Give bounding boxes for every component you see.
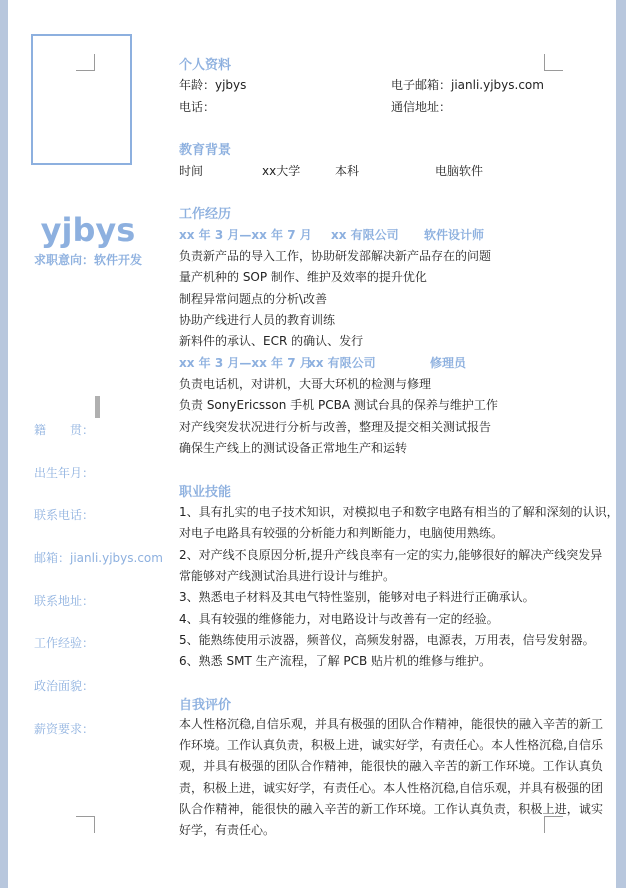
job-1-duty: 负责新产品的导入工作，协助研发部解决新产品存在的问题 [179, 249, 492, 263]
crop-mark-top-right [544, 54, 563, 71]
skill-line: 3、熟悉电子材料及其电气特性鉴别，能够对电子料进行正确承认。 [179, 590, 535, 604]
skill-line: 5、能熟练使用示波器，频普仪，高频发射器，电源表，万用表，信号发射器。 [179, 633, 595, 647]
photo-placeholder[interactable] [31, 34, 132, 165]
personal-email: 电子邮箱：jianli.yjbys.com [391, 78, 544, 92]
candidate-name: yjbys [40, 211, 136, 249]
job-2-duty: 对产线突发状况进行分析与改善，整理及提交相关测试报告 [179, 420, 492, 434]
personal-address: 通信地址： [391, 100, 452, 114]
side-field-birth: 出生年月： [34, 466, 95, 480]
job-1-company: xx 有限公司 [331, 228, 399, 242]
job-1-duty: 制程异常问题点的分析\改善 [179, 292, 328, 306]
skill-line: 1、具有扎实的电子技术知识，对模拟电子和数字电路有相当的了解和深刻的认识， [179, 505, 619, 519]
job-2-role: 修理员 [430, 356, 467, 370]
job-1-duty: 协助产线进行人员的教育训练 [179, 313, 336, 327]
side-field-email: 邮箱：jianli.yjbys.com [34, 551, 163, 565]
section-title-education: 教育背景 [179, 143, 232, 158]
section-title-personal: 个人资料 [179, 58, 232, 73]
edu-school: xx大学 [262, 164, 301, 178]
personal-age: 年龄：yjbys [179, 78, 247, 92]
text-cursor [95, 396, 100, 418]
skill-line: 6、熟悉 SMT 生产流程，了解 PCB 贴片机的维修与维护。 [179, 654, 492, 668]
side-field-salary: 薪资要求： [34, 722, 95, 736]
job-2-duty: 确保生产线上的测试设备正常地生产和运转 [179, 441, 408, 455]
side-field-political: 政治面貌： [34, 679, 95, 693]
job-2-company: xx 有限公司 [308, 356, 376, 370]
skill-line: 常能够对产线测试治具进行设计与维护。 [179, 569, 396, 583]
job-2-duty: 负责电话机，对讲机，大哥大环机的检测与修理 [179, 377, 432, 391]
edu-degree: 本科 [335, 164, 360, 178]
job-intent: 求职意向：软件开发 [34, 253, 143, 267]
side-field-native-place: 籍 贯： [34, 423, 95, 437]
skill-line: 对电子电路具有较强的分析能力和判断能力，电脑使用熟练。 [179, 526, 504, 540]
section-title-self-eval: 自我评价 [179, 698, 232, 713]
job-1-duty: 新料件的承认、ECR 的确认、发行 [179, 334, 364, 348]
job-2-period: xx 年 3 月—xx 年 7 月 [179, 356, 312, 370]
job-2-duty: 负责 SonyEricsson 手机 PCBA 测试台具的保养与维护工作 [179, 398, 498, 412]
job-1-duty: 量产机种的 SOP 制作、维护及效率的提升优化 [179, 270, 427, 284]
job-1-period: xx 年 3 月—xx 年 7 月 [179, 228, 312, 242]
side-field-address: 联系地址： [34, 594, 95, 608]
crop-mark-bottom-left [76, 816, 95, 833]
edu-time: 时间 [179, 164, 204, 178]
self-eval-text: 本人性格沉稳,自信乐观，并具有极强的团队合作精神，能很快的融入辛苦的新工作环境。工作认真负责，积极上进，诚实好学，有责任心。本人性格沉稳,自信乐观，并具有极强的团队合作精神，能很快的融入辛苦的新工作环境。工作认真负责，积极上进，诚实好学，有责任心。本人性格沉稳,自信乐观，并具有极强的团队合作精神，能很快的融入辛苦的新工作环境。工作认真负责，积极上进，诚实好学，有责任心。 [179, 717, 603, 838]
personal-phone: 电话： [179, 100, 216, 114]
job-1-role: 软件设计师 [424, 228, 485, 242]
edu-major: 电脑软件 [435, 164, 484, 178]
side-field-experience: 工作经验： [34, 636, 95, 650]
section-title-skills: 职业技能 [179, 485, 232, 500]
section-title-work: 工作经历 [179, 207, 232, 222]
skill-line: 4、具有较强的维修能力，对电路设计与改善有一定的经验。 [179, 612, 499, 626]
skill-line: 2、对产线不良原因分析,提升产线良率有一定的实力,能够很好的解决产线突发异 [179, 548, 603, 562]
side-field-phone: 联系电话： [34, 508, 95, 522]
